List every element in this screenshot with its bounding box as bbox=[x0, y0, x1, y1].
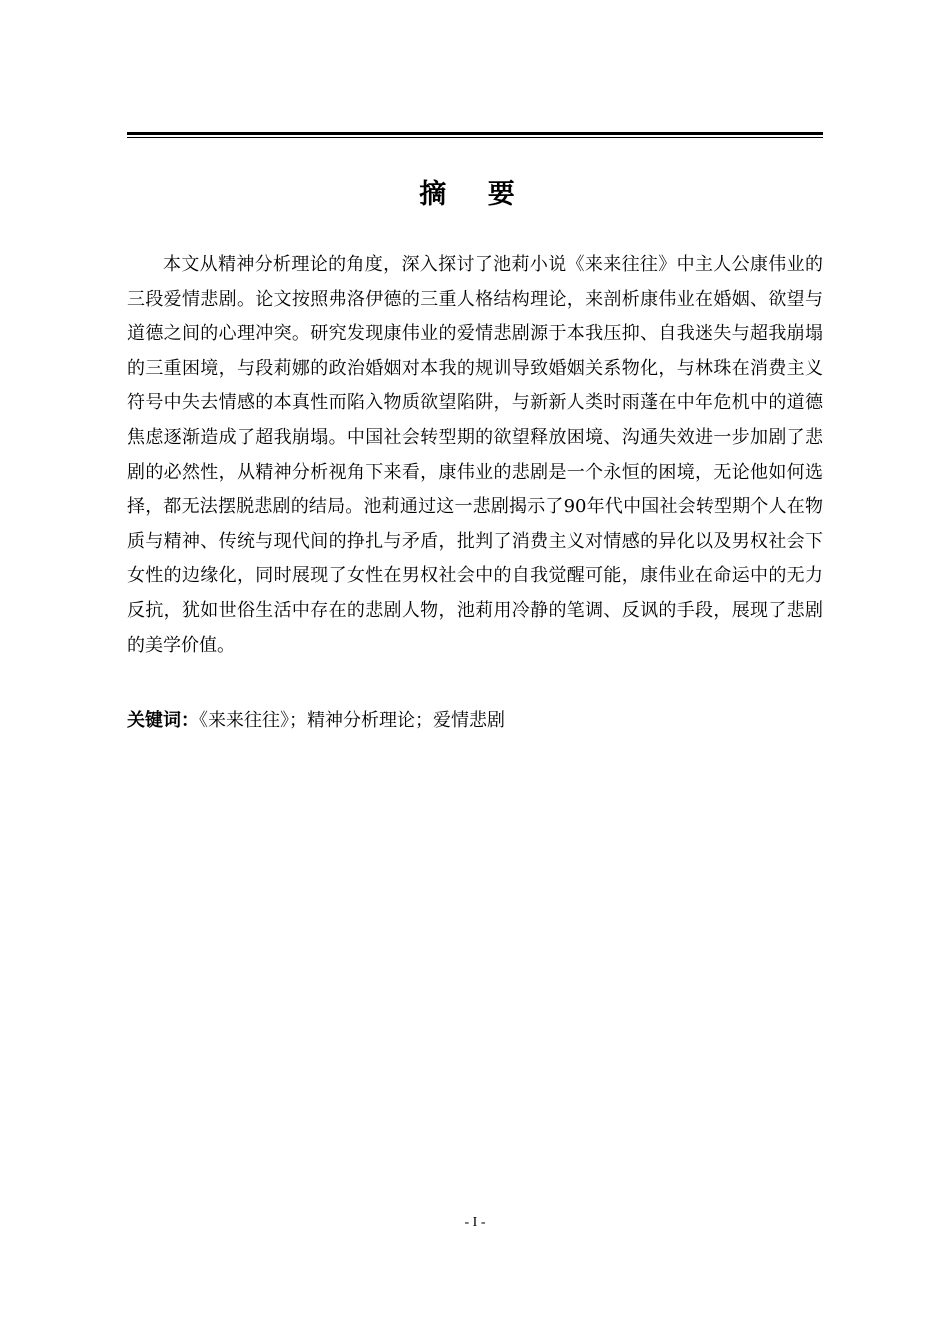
abstract-body: 本文从精神分析理论的角度，深入探讨了池莉小说《来来往往》中主人公康伟业的三段爱情悲剧。论文按照弗洛伊德的三重人格结构理论，来剖析康伟业在婚姻、欲望与道德之间的心理冲突。研究发现康伟业的爱情悲剧源于本我压抑、自我迷失与超我崩塌的三重困境，与段莉娜的政治婚姻对本我的规训导致婚姻关系物化，与林珠在消费主义符号中失去情感的本真性而陷入物质欲望陷阱，与新新人类时雨蓬在中年危机中的道德焦虑逐渐造成了超我崩塌。中国社会转型期的欲望释放困境、沟通失效进一步加剧了悲剧的必然性，从精神分析视角下来看，康伟业的悲剧是一个永恒的困境，无论他如何选择，都无法摆脱悲剧的结局。池莉通过这一悲剧揭示了90年代中国社会转型期个人在物质与精神、传统与现代间的挣扎与矛盾，批判了消费主义对情感的异化以及男权社会下女性的边缘化，同时展现了女性在男权社会中的自我觉醒可能，康伟业在命运中的无力反抗，犹如世俗生活中存在的悲剧人物，池莉用冷静的笔调、反讽的手段，展现了悲剧的美学价值。 bbox=[127, 254, 823, 656]
header-rule-thick bbox=[127, 132, 823, 135]
header-rule-thin bbox=[127, 137, 823, 138]
keywords-label: 关键词： bbox=[127, 710, 199, 731]
page-number: - I - bbox=[464, 1215, 486, 1230]
abstract-title: 摘 要 bbox=[419, 179, 531, 210]
keywords-value: 《来来往往》；精神分析理论；爱情悲剧 bbox=[199, 710, 505, 731]
keywords-line bbox=[127, 707, 823, 735]
